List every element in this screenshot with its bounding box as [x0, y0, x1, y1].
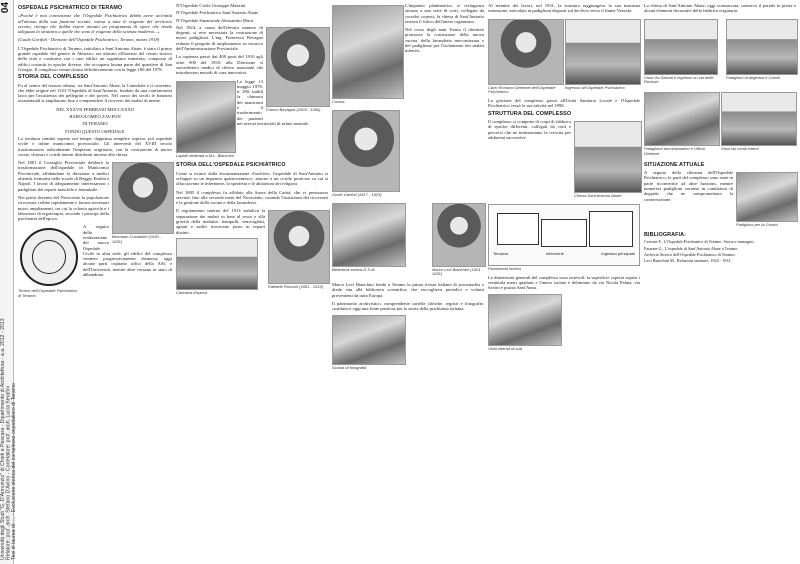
portrait-figure — [488, 17, 562, 99]
figure-caption: Padiglione amministrativo e Ufficio Direttore — [644, 146, 706, 156]
admin-photo — [644, 92, 720, 146]
paragraph: Nel 1805 il complesso fu affidato alle Suore della Carità, che vi prestarono servizio fino alla seconda metà del Novecento, curando l'assistenza dei ricoverati e la gestione della cucina e della lavanderia. — [176, 189, 328, 206]
chronic-photo — [736, 172, 798, 222]
paragraph: Nei primi decenni del Novecento la popolazione ricoverata crebbe rapidamente e furono necessari nuovi ampliamenti, tra cui la colonia agricola e i laboratori di ergoterapia, secondo i principi della psichiatria dell'epoca. — [18, 194, 109, 222]
figure-caption: Carlo Romano Direttore dell'Ospedale Psichiatrico — [488, 84, 556, 95]
chronic-figure — [736, 170, 796, 231]
column-4 — [488, 3, 640, 559]
admin-figure — [644, 90, 718, 160]
plan-block — [497, 213, 539, 245]
paragraph: La struttura cambiò aspetto nel tempo: dapprima semplice ospizio, poi ospedale civile e infine manicomio provinciale. Gli interventi del XVIII secolo trasformarono radicalmente l'impianto originario, con la costruzione di nuove corsie, chiostri e cortili interni distribuiti intorno alla chiesa. — [18, 135, 172, 157]
bibliography-entry: Levi Bianchini M., Relazioni sanitarie, 1924 - 1931. — [644, 258, 732, 264]
portrait-photo — [112, 162, 174, 234]
portrait-figure — [332, 110, 398, 198]
figure-caption: Raffaele Roscioli (1881 - 1910) — [268, 284, 324, 290]
paragraph: La legge 13 maggio 1978, n. 180, stabilì la chiusura dei manicomi e il trasferimento dei pazienti nei servizi territoriali di salute mentale. — [237, 78, 310, 126]
paragraph: Nel 1924, a causa dell'elevato numero di degenti, si rese necessaria la costruzione di nuovi padiglioni. L'ing. Francesco Bevagna redasse il progetto di ampliamento su incarico dell'Amministrazione Provinciale. — [176, 24, 263, 52]
plan-label: Infermerie — [545, 250, 564, 256]
column-3 — [332, 3, 484, 559]
bibliography-entry: Archivio Storico dell'Ospedale Psichiatrico di Teramo. — [644, 251, 736, 257]
paragraph: La capienza passò dai 400 posti del 1910 agli oltre 900 del 1935; alla Direzione si succedettero medici di rilievo nazionale che introdussero metodi di cura innovativi. — [176, 54, 263, 76]
section-heading: STORIA DEL COMPLESSO — [18, 74, 89, 81]
inscription-line: BARTOLOMEO ZAUFON — [69, 114, 121, 120]
figure-caption: Franco Bevagna (1924 - 1956) — [266, 106, 321, 112]
figure-caption: Planimetria storica — [488, 265, 521, 271]
paragraph: Marco Levi Bianchini fondò a Teramo la prima rivista italiana di psicoanalisi e diede vita alla biblioteca scientifica, che raccoglieva periodici e volumi provenienti da tutta Europa. — [332, 282, 484, 298]
figure-caption: Vista Via Salvati e ingresso su via delle Recluse — [644, 74, 714, 85]
paragraph: Come si evince dalla documentazione d'archivio, l'ospedale di Sant'Antonio si sviluppò su un impianto quattrocentesco, attorno a un cortile porticato su cui si affacciavano le infermerie, la spezieria e le abitazioni dei religiosi. — [176, 170, 328, 187]
inscription-line: DI TERAMO — [82, 121, 108, 127]
figure-caption: Cartolina d'epoca — [176, 289, 208, 295]
section-heading: SITUAZIONE ATTUALE — [644, 161, 705, 168]
kitchen-photo — [332, 5, 404, 99]
paragraph: A seguito della chiusura dell'Ospedale Psichiatrico, le parti del complesso sono state in parte riconvertite ad altre funzioni, mentre numerosi padiglioni versano in condizioni di degrado che ne compromettono la conservazione. — [644, 170, 733, 202]
plan-label: Terrazze — [493, 250, 509, 256]
section-heading: BIBLIOGRAFIA: — [644, 231, 687, 238]
portrait-figure — [268, 208, 328, 293]
school-photo — [332, 315, 406, 365]
figure-caption: Bernardo Costantini (1930 - 1931) — [112, 234, 162, 244]
bibliography-entry: Cerrone F., L'Ospedale Psichiatrico di Teramo. Storia e immagini. — [644, 239, 755, 245]
library-photo — [332, 203, 406, 267]
hospital-list — [176, 3, 328, 23]
church-figure — [574, 119, 640, 202]
pavilion-photo — [726, 19, 798, 75]
figure-caption: Marco Levi Bianchini (1924 - 1931) — [432, 266, 483, 277]
plan-block — [541, 219, 587, 247]
portrait-figure — [266, 25, 328, 116]
plan-figure — [488, 204, 638, 272]
postcard-photo — [176, 238, 258, 290]
figure-caption: Padiglioni per la Cronici — [736, 222, 779, 228]
plan-labels — [493, 251, 635, 256]
paragraph: L'Ospedale Psichiatrico di Teramo, intitolato a Sant'Antonio Abate, è stato il primo grande ospedale del genere in Abruzzo; era ubicato all'interno del centro storico della città e costituiva con i suoi edifici un organismo immenso, composto di edifici costruiti in epoche diverse, che occupava buona parte del quartiere di San Giorgio. Il complesso venne chiuso definitivamente con la legge 180 del 1978. — [18, 45, 172, 72]
paragraph: Il regolamento interno del 1913 stabiliva la separazione dei malati in base al sesso e alla gravità della malattia: tranquilli, semi-agitati, agitati e sudici trovavano posto in reparti distinti. — [176, 208, 265, 235]
bibliography-entry: Faraone G., L'ospedale di Sant'Antonio Abate a Teramo. — [644, 245, 739, 251]
inscription-line: NEL XXXVII FEBBRAIO MDCCXXXII — [56, 106, 134, 112]
street-figure — [644, 17, 716, 89]
column-2 — [176, 3, 328, 559]
postcard-figure — [176, 238, 256, 296]
paragraph: Fu al centro del tessuto urbano, tra Sant'Antonio Abate, la Cattedrale e il convento, che ebbe origine nel 1323 l'Ospedale di Sant'Antonio, fondato da una confraternita laica per l'assistenza dei pellegrini e dei poveri. Nel corso dei secoli le funzioni assistenziali si ampliarono fino a comprendere il ricovero dei malati di mente. — [18, 82, 172, 104]
paragraph: A seguito della realizzazione del nuovo Ospedale Civile in altra sede, gli edifici del complesso vennero progressivamente dismessi; oggi alcune parti ospitano uffici della ASL e dell'Università, mentre altre versano in stato di abbandono. — [83, 224, 172, 278]
entrance-photo — [565, 19, 641, 85]
list-item: N°Ospedale Psichiatrico Sant'Antonio Abate — [176, 10, 259, 16]
sidebar-line: Tesi di laurea di: ... - Evoluzione storica del complesso ospedaliero di Teramo — [11, 383, 18, 560]
portrait-figure — [112, 160, 172, 248]
school-figure — [332, 315, 404, 371]
interior-photo — [488, 294, 562, 346]
portrait-photo — [488, 19, 564, 85]
quote-source: (Guido Garifoli - Direttore dell'Ospedale Psichiatrico, Teramo, marzo 1918) — [18, 37, 160, 43]
column-1 — [18, 3, 172, 559]
list-item: N°Ospedale Civile Giuseppe Mazzini — [176, 3, 246, 8]
stamp-figure — [18, 224, 80, 302]
figure-caption: Vista interna di sud — [488, 345, 522, 351]
portrait-figure — [432, 201, 484, 281]
bibliography — [644, 240, 796, 264]
plan-block — [589, 211, 633, 247]
church-photo — [574, 121, 642, 193]
figure-caption: Chiesa Sant'Antonio Abate — [574, 193, 622, 199]
paragraph: Al termine dei lavori, nel 1931, la struttura raggiungeva la sua massima estensione, articolata in padiglioni disposti sul declivio verso il fiume Vezzola. — [488, 3, 640, 14]
portrait-photo — [432, 203, 486, 267]
library-figure — [332, 201, 404, 276]
plaque-figure — [176, 79, 234, 162]
figure-caption: Biblioteca storica D.S.M. — [332, 266, 376, 272]
column-5 — [644, 3, 796, 559]
inscription — [18, 107, 172, 134]
figure-caption: Timbro dell'Ospedale Psichiatrico di Teramo — [18, 288, 78, 299]
sidebar-line: Università degli Studi "G. D'Annunzio" di Chieti e Pescara - Dipartimento di Architettura - a.a. 2012 - 2013 — [0, 318, 6, 560]
sidebar-credits — [0, 30, 18, 560]
portrait-photo — [266, 27, 330, 107]
page-number: 04 — [0, 2, 11, 14]
section-heading: OSPEDALE PSICHIATRICO DI TERAMO — [18, 5, 123, 11]
paragraph: Nel 1881 il Consiglio Provinciale deliberò la trasformazione dell'ospedale in Manicomio Provinciale, affidandone la direzione a medici alienisti formatisi nelle scuole di Reggio Emilia e Napoli. I lavori di adeguamento interessarono i padiglioni dei reparti maschile e femminile. — [18, 160, 109, 192]
photo-pair — [488, 17, 640, 99]
photo-pair — [644, 90, 796, 160]
content-columns — [18, 3, 796, 561]
quote-text: «Poiché è mia convinzione che l'Ospedale Psichiatrico debba avere un'entità all'altezza della sua funzione sociale, estesa a tutte le esigenze del territorio servito, ritengo che debba essere attuato un programma di opere che renda adeguata la struttura a quelle che sono le esigenze della scienza moderna...» — [18, 13, 172, 35]
portrait-photo — [268, 210, 330, 284]
plan-label: Ingresso principale — [601, 250, 635, 256]
paragraph: Nel corso degli anni Trenta il direttore promosse la costruzione della nuova cucina, della lavanderia meccanizzata e del padiglione per l'isolamento dei malati infettivi. — [405, 27, 484, 54]
paragraph: Il patrimonio archivistico, comprendente cartelle cliniche, registri e fotografie, costituisce oggi una fonte preziosa per la storia della psichiatria italiana. — [332, 301, 484, 312]
stamp-image — [18, 226, 80, 288]
figure-caption: Guido Garifoli (1917 - 1923) — [332, 191, 382, 197]
sidebar — [0, 0, 18, 564]
pavilion-figure — [726, 17, 796, 84]
inscription-line: FONDO QUESTO OSPEDALE — [65, 128, 125, 134]
plaque-photo — [176, 81, 236, 153]
list-item: N°Ospedale Sanatoriale Alessandro Murri — [176, 17, 254, 23]
interior-figure — [488, 294, 560, 352]
sidebar-line: Relatore: prof. arch. Stefano D'Avino - Correlatore: prof. arch. Lucia Serafini — [5, 386, 12, 560]
paragraph: L'impianto planimetrico si sviluppava attorno a una serie di corti, collegate da corridoi coperti; la chiesa di Sant'Antonio restava il fulcro dell'intero organismo. — [405, 3, 484, 24]
figure-caption: Ingresso all'Ospedale Psichiatrico — [565, 84, 625, 90]
paragraph: La chiesa di Sant'Antonio Abate, oggi sconsacrata, conserva il portale in pietra e alcuni elementi decorativi della fabbrica originaria. — [644, 3, 796, 14]
paragraph: La gestione del complesso passò all'Unità Sanitaria Locale e l'Ospedale Psichiatrico cessò le sue attività nel 1998. — [488, 98, 640, 109]
kitchen-figure — [332, 3, 402, 108]
street-photo — [644, 19, 718, 75]
figure-caption: Padiglioni di degenza e Carulli — [726, 74, 780, 80]
paragraph: Le dimensioni generali del complesso sono notevoli: la superficie coperta supera i ventimila metri quadrati e l'intero isolato è delimitato da via Nicola Palma, via Savini e piazza Sant'Anna. — [488, 274, 640, 291]
figure-caption: Scuola di fotografia — [332, 364, 367, 370]
plan-drawing — [488, 204, 640, 266]
figure-caption: Vista sui cortili interni — [721, 146, 759, 152]
portrait-photo — [332, 110, 400, 192]
entrance-figure — [565, 17, 639, 99]
paragraph: Il complesso si compone di corpi di fabbrica di epoche differenti, collegati da corti e percorsi che ne testimoniano la crescita per addizioni successive. — [488, 119, 571, 140]
figure-caption: Cucina — [332, 99, 345, 104]
section-heading: STORIA DELL'OSPEDALE PSICHIATRICO — [176, 162, 286, 169]
section-heading: STRUTTURA DEL COMPLESSO — [488, 110, 572, 117]
figure-caption: Lapide dedicata a M.L. Bianchini — [176, 152, 234, 158]
courtyard-figure — [721, 90, 795, 160]
courtyard-photo — [721, 92, 797, 146]
